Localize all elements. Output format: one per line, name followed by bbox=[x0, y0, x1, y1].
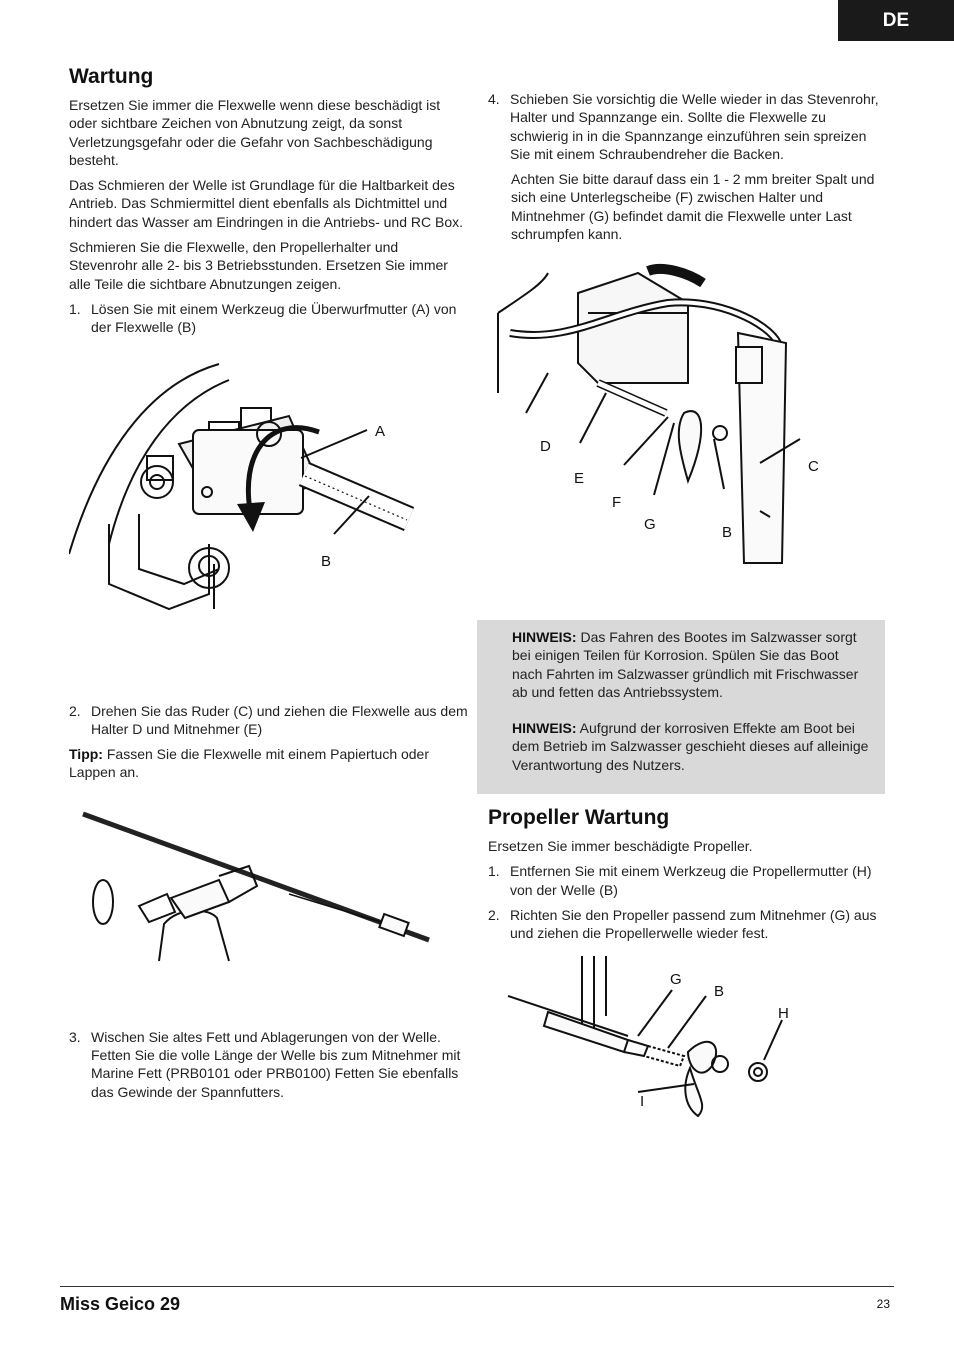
fig3-label-i: I bbox=[640, 1093, 645, 1111]
propeller-step-1 bbox=[488, 862, 888, 899]
step-1-number: 1. bbox=[69, 300, 81, 317]
footer-divider bbox=[60, 1286, 894, 1287]
note-1-label: HINWEIS: bbox=[512, 629, 577, 645]
note-1 bbox=[512, 628, 869, 701]
note-1-text: Das Fahren des Bootes im Salzwasser sorgt bei einigen Teilen für Korrosion. Spülen Sie das Boot nach Fahrten im Salzwasser gründlich mit Frischwasser ab und fetten das Antriebssystem. bbox=[512, 629, 859, 700]
right-column bbox=[488, 90, 888, 573]
step-2-number: 2. bbox=[69, 702, 81, 719]
step-4-note: Achten Sie bitte darauf dass ein 1 - 2 mm breiter Spalt und sich eine Unterlegscheibe (F) zwischen Halter und Mintnehmer (G) befindet damit die Flexwelle unter Last schrumpfen kann. bbox=[511, 171, 875, 243]
propeller-section bbox=[488, 803, 888, 1126]
fig3-label-b: B bbox=[714, 983, 725, 1001]
paragraph-1: Ersetzen Sie immer die Flexwelle wenn diese beschädigt ist oder sichtbare Zeichen von Abnutzung zeigt, da sonst Verletzungsgefahr oder die Gefahr von Sachbeschädigung besteht. bbox=[69, 97, 441, 168]
propeller-step-1-text: Entfernen Sie mit einem Werkzeug die Propellermutter (H) von der Welle (B) bbox=[510, 863, 872, 898]
step-3-number: 3. bbox=[69, 1028, 81, 1045]
footer-title: Miss Geico 29 bbox=[60, 1294, 181, 1314]
fig2-label-e: E bbox=[574, 470, 585, 488]
propeller-step-2 bbox=[488, 906, 888, 943]
propeller-step-2-text: Richten Sie den Propeller passend zum Mitnehmer (G) aus und ziehen die Propellerwelle wieder fest. bbox=[510, 906, 877, 942]
step-3 bbox=[69, 1028, 469, 1101]
fig1-label-b: B bbox=[321, 552, 332, 570]
paragraph-2: Das Schmieren der Welle ist Grundlage für die Haltbarkeit des Antrieb. Das Schmiermittel dient ebenfalls als Dichtmittel und hindert das Wasser am Eindringen in die Antriebs- und RC Box. bbox=[69, 177, 464, 230]
step-2 bbox=[69, 702, 469, 739]
fig2-label-g: G bbox=[644, 516, 656, 534]
propeller-intro: Ersetzen Sie immer beschädigte Propeller. bbox=[488, 838, 753, 854]
step-1 bbox=[69, 300, 469, 337]
fig2-label-c: C bbox=[808, 458, 819, 476]
figure-propeller bbox=[488, 956, 888, 1126]
propeller-step-2-number: 2. bbox=[488, 906, 500, 923]
figure-union-nut bbox=[69, 344, 469, 644]
step-4-text: Schieben Sie vorsichtig die Welle wieder in das Stevenrohr, Halter und Spannzange ein. Sollte die Flexwelle zu schwierig in in die Spannzange einzuführen sein spreizen Sie mit einem Schraubendreher die Backen. bbox=[510, 91, 879, 162]
fig1-label-a: A bbox=[375, 422, 386, 440]
fig3-label-g: G bbox=[670, 971, 682, 989]
figure-rudder-assembly bbox=[488, 253, 888, 573]
language-tab: DE bbox=[838, 0, 954, 41]
note-2-label: HINWEIS: bbox=[512, 720, 577, 737]
paragraph-3: Schmieren Sie die Flexwelle, den Propellerhalter und Stevenrohr alle 2- bis 3 Betriebsstunden. Ersetzen Sie immer alle Teile die sichtbare Abnutzungen zeigen. bbox=[69, 239, 448, 292]
step-4-number: 4. bbox=[488, 91, 500, 107]
step-1-text: Lösen Sie mit einem Werkzeug die Überwurfmutter (A) von der Flexwelle (B) bbox=[91, 300, 457, 336]
fig2-label-f: F bbox=[612, 494, 622, 512]
step-4 bbox=[488, 90, 888, 163]
tip bbox=[69, 745, 469, 782]
step-2-text: Drehen Sie das Ruder (C) und ziehen die Flexwelle aus dem Halter D und Mitnehmer (E) bbox=[91, 702, 468, 737]
section-title-wartung: Wartung bbox=[69, 65, 154, 88]
figure-grease-shaft bbox=[69, 806, 469, 966]
note-2-text: Aufgrund der korrosiven Effekte am Boot bei dem Betrieb im Salzwasser geschieht dieses auf alleinige Verantwortung des Nutzers. bbox=[512, 720, 869, 773]
page-number: 23 bbox=[876, 1297, 890, 1311]
propeller-step-1-number: 1. bbox=[488, 863, 500, 880]
fig2-label-b: B bbox=[722, 524, 733, 542]
note-2 bbox=[512, 719, 869, 774]
tip-text: Fassen Sie die Flexwelle mit einem Papiertuch oder Lappen an. bbox=[69, 746, 430, 781]
note-box bbox=[477, 620, 885, 794]
left-column bbox=[69, 62, 469, 1108]
fig2-label-d: D bbox=[540, 438, 551, 456]
section-title-propeller: Propeller Wartung bbox=[488, 806, 670, 829]
tip-label: Tipp: bbox=[69, 746, 103, 763]
step-3-text: Wischen Sie altes Fett und Ablagerungen von der Welle. Fetten Sie die volle Länge der Welle bis zum Mitnehmer mit Marine Fett (PRB0101 oder PRB0100) Fetten Sie ebenfalls das Gewinde der Spannfutters. bbox=[91, 1028, 461, 1100]
fig3-label-h: H bbox=[778, 1005, 789, 1023]
